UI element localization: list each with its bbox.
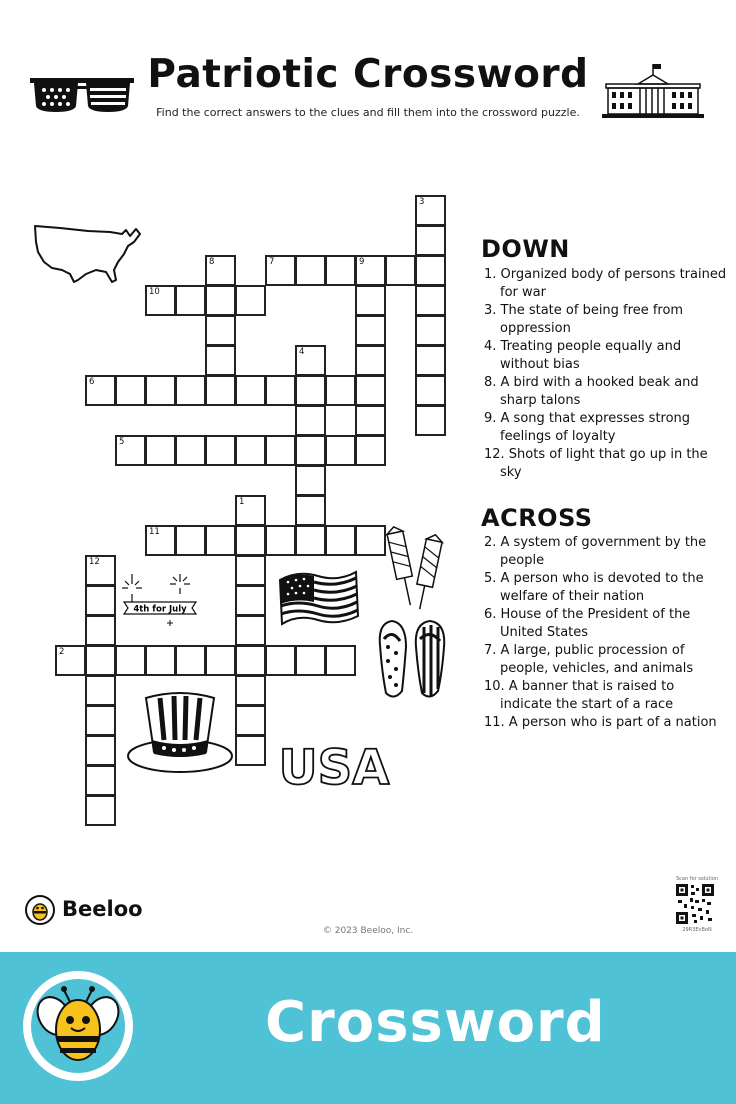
crossword-cell[interactable] — [85, 555, 116, 586]
clue-across-6: 6. House of the President of the United States — [484, 607, 691, 640]
crossword-cell[interactable] — [175, 375, 206, 406]
usa-map-icon — [30, 220, 142, 290]
clue-number: 6 — [89, 377, 95, 387]
crossword-cell[interactable] — [145, 525, 176, 556]
clue-number: 1 — [239, 497, 245, 507]
qr-label: Scan for solution — [675, 876, 718, 882]
crossword-cell[interactable] — [355, 375, 386, 406]
clue-number: 12 — [89, 557, 100, 567]
crossword-cell[interactable] — [235, 435, 266, 466]
crossword-cell[interactable] — [355, 315, 386, 346]
crossword-cell[interactable] — [85, 375, 116, 406]
clue-across-2: 2. A system of government by the people — [484, 535, 707, 568]
clue-down-9: 9. A song that expresses strong feelings of loyalty — [484, 411, 691, 444]
flip-flops-icon — [374, 617, 450, 703]
crossword-cell[interactable] — [295, 375, 326, 406]
clue-number: 5 — [119, 437, 125, 447]
crossword-cell[interactable] — [415, 345, 446, 376]
clue-number: 8 — [209, 257, 215, 267]
clue-down-1: 1. Organized body of persons trained for war — [484, 267, 727, 300]
down-clue-list — [484, 266, 729, 482]
crossword-cell[interactable] — [325, 525, 356, 556]
crossword-cell[interactable] — [265, 255, 296, 286]
clue-across-5: 5. A person who is devoted to the welfare of their nation — [484, 571, 704, 604]
crossword-cell[interactable] — [145, 285, 176, 316]
page-subtitle: Find the correct answers to the clues and fill them into the crossword puzzle. — [156, 106, 580, 119]
fireworks-icon — [118, 572, 204, 628]
crossword-cell[interactable] — [355, 345, 386, 376]
clue-number: 4 — [299, 347, 305, 357]
crossword-cell[interactable] — [85, 735, 116, 766]
crossword-cell[interactable] — [265, 645, 296, 676]
crossword-cell[interactable] — [85, 585, 116, 616]
crossword-cell[interactable] — [235, 285, 266, 316]
crossword-cell[interactable] — [145, 375, 176, 406]
qr-code-text: 29R3EvBoN — [682, 927, 712, 933]
crossword-cell[interactable] — [205, 315, 236, 346]
crossword-cell[interactable] — [295, 525, 326, 556]
crossword-cell[interactable] — [235, 495, 266, 526]
crossword-cell[interactable] — [355, 405, 386, 436]
crossword-cell[interactable] — [415, 375, 446, 406]
band-title: Crossword — [265, 990, 606, 1055]
clue-number: 10 — [149, 287, 160, 297]
crossword-cell[interactable] — [205, 645, 236, 676]
clue-number: 9 — [359, 257, 365, 267]
crossword-cell[interactable] — [145, 645, 176, 676]
crossword-cell[interactable] — [115, 645, 146, 676]
crossword-cell[interactable] — [325, 435, 356, 466]
crossword-cell[interactable] — [415, 255, 446, 286]
across-heading: ACROSS — [481, 504, 593, 532]
crossword-cell[interactable] — [415, 225, 446, 256]
crossword-cell[interactable] — [325, 255, 356, 286]
crossword-cell[interactable] — [295, 495, 326, 526]
clue-number: 7 — [269, 257, 275, 267]
crossword-cell[interactable] — [265, 375, 296, 406]
crossword-cell[interactable] — [235, 585, 266, 616]
brand-name: Beeloo — [62, 897, 143, 921]
crossword-cell[interactable] — [415, 315, 446, 346]
crossword-cell[interactable] — [205, 345, 236, 376]
crossword-cell[interactable] — [85, 795, 116, 826]
crossword-cell[interactable] — [175, 525, 206, 556]
crossword-cell[interactable] — [235, 525, 266, 556]
crossword-cell[interactable] — [85, 615, 116, 646]
crossword-cell[interactable] — [235, 705, 266, 736]
crossword-cell[interactable] — [295, 465, 326, 496]
clue-down-3: 3. The state of being free from oppression — [484, 303, 684, 336]
clue-number: 3 — [419, 197, 425, 207]
crossword-cell[interactable] — [355, 435, 386, 466]
clue-across-10: 10. A banner that is raised to indicate the start of a race — [484, 679, 675, 712]
crossword-cell[interactable] — [235, 375, 266, 406]
crossword-cell[interactable] — [235, 555, 266, 586]
white-house-icon — [602, 62, 704, 120]
crossword-cell[interactable] — [415, 405, 446, 436]
crossword-cell[interactable] — [85, 645, 116, 676]
crossword-cell[interactable] — [295, 435, 326, 466]
crossword-cell[interactable] — [85, 765, 116, 796]
qr-code-icon[interactable] — [676, 884, 714, 924]
copyright-text: © 2023 Beeloo, Inc. — [322, 926, 414, 936]
crossword-cell[interactable] — [295, 255, 326, 286]
crossword-cell[interactable] — [205, 285, 236, 316]
crossword-cell[interactable] — [385, 255, 416, 286]
crossword-cell[interactable] — [205, 255, 236, 286]
crossword-cell[interactable] — [175, 645, 206, 676]
crossword-cell[interactable] — [235, 615, 266, 646]
clue-down-8: 8. A bird with a hooked beak and sharp talons — [484, 375, 699, 408]
clue-across-7: 7. A large, public procession of people, vehicles, and animals — [484, 643, 694, 676]
july-banner-text: 4th for July — [133, 604, 187, 615]
clue-down-4: 4. Treating people equally and without bias — [484, 339, 682, 372]
crossword-cell[interactable] — [205, 435, 236, 466]
clue-across-11: 11. A person who is part of a nation — [484, 715, 717, 730]
crossword-cell[interactable] — [265, 435, 296, 466]
usa-text-icon — [276, 736, 392, 792]
american-flag-icon — [278, 566, 360, 632]
clue-number: 11 — [149, 527, 160, 537]
uncle-sam-hat-icon — [124, 690, 236, 774]
crossword-cell[interactable] — [175, 285, 206, 316]
fireworks-rockets-icon — [384, 526, 444, 612]
crossword-cell[interactable] — [415, 195, 446, 226]
crossword-cell[interactable] — [325, 375, 356, 406]
crossword-cell[interactable] — [355, 285, 386, 316]
crossword-cell[interactable] — [85, 675, 116, 706]
down-heading: DOWN — [481, 235, 570, 263]
bee-logo-icon — [24, 894, 56, 926]
crossword-cell[interactable] — [355, 255, 386, 286]
crossword-cell[interactable] — [115, 435, 146, 466]
crossword-cell[interactable] — [415, 285, 446, 316]
page-title: Patriotic Crossword — [147, 52, 589, 97]
crossword-cell[interactable] — [295, 645, 326, 676]
crossword-cell[interactable] — [235, 645, 266, 676]
crossword-cell[interactable] — [85, 705, 116, 736]
crossword-cell[interactable] — [265, 525, 296, 556]
clue-number: 2 — [59, 647, 65, 657]
clue-down-12: 12. Shots of light that go up in the sky — [484, 447, 708, 480]
crossword-cell[interactable] — [235, 675, 266, 706]
crossword-cell[interactable] — [295, 345, 326, 376]
crossword-cell[interactable] — [115, 375, 146, 406]
crossword-cell[interactable] — [145, 435, 176, 466]
crossword-cell[interactable] — [205, 375, 236, 406]
usa-text: USA — [278, 740, 390, 792]
crossword-cell[interactable] — [325, 645, 356, 676]
crossword-cell[interactable] — [205, 525, 236, 556]
crossword-cell[interactable] — [295, 405, 326, 436]
crossword-cell[interactable] — [355, 525, 386, 556]
crossword-cell[interactable] — [175, 435, 206, 466]
crossword-cell[interactable] — [55, 645, 86, 676]
crossword-cell[interactable] — [235, 735, 266, 766]
across-clue-list — [484, 534, 729, 732]
bee-icon — [20, 968, 136, 1084]
